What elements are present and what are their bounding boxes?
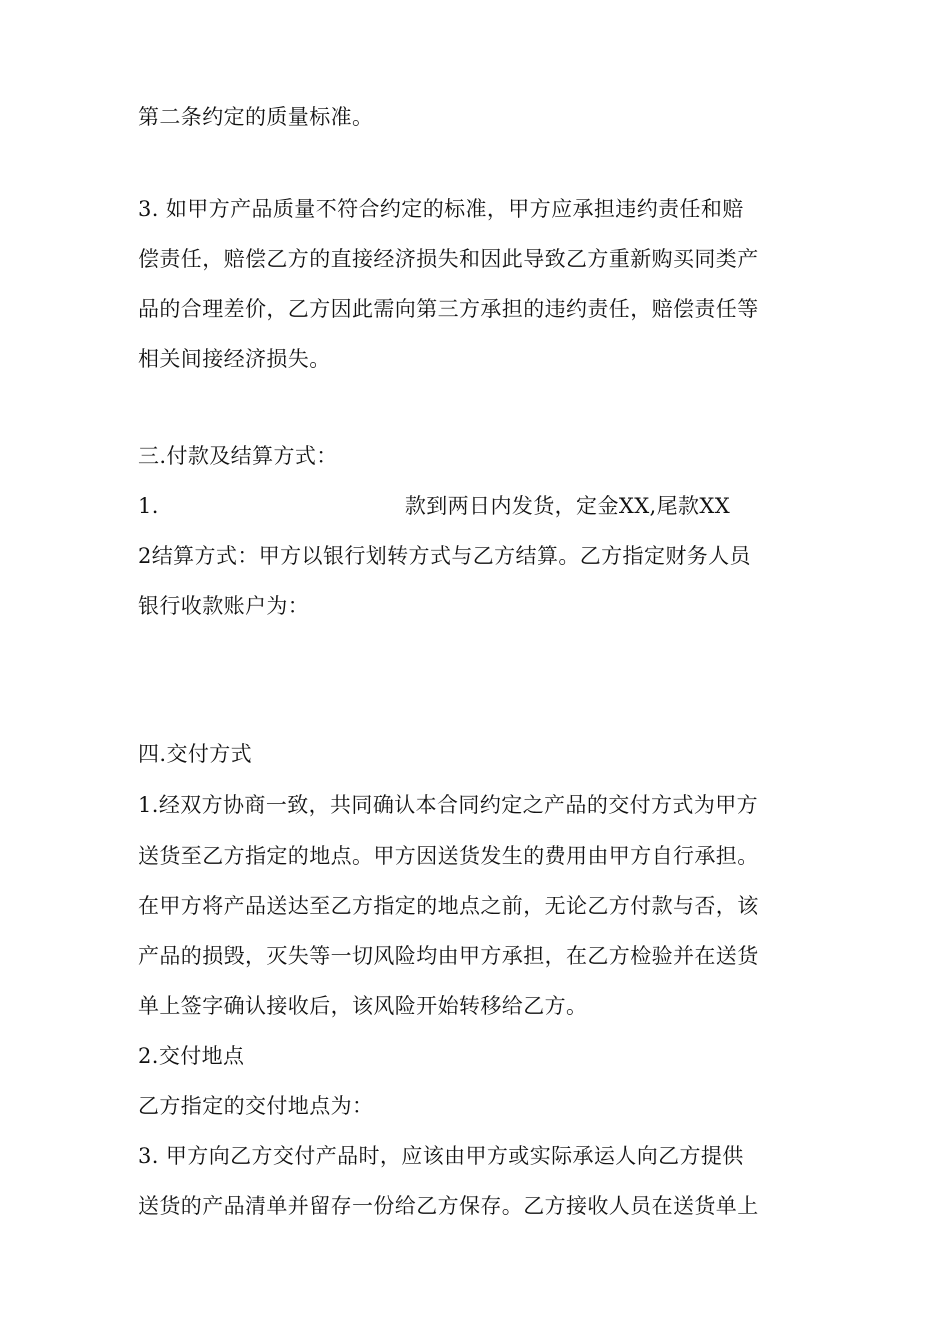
paragraph-line: 偿责任，赔偿乙方的直接经济损失和因此导致乙方重新购买同类产	[138, 247, 759, 271]
paragraph-line: 银行收款账户为：	[138, 594, 310, 618]
item-number: 1.	[138, 494, 159, 518]
delivery-item-1: 1.经双方协商一致，共同确认本合同约定之产品的交付方式为甲方	[138, 793, 759, 817]
paragraph-line: 乙方指定的交付地点为：	[138, 1094, 374, 1118]
section-heading-payment: 三.付款及结算方式：	[138, 444, 338, 468]
section-heading-delivery: 四.交付方式	[138, 742, 253, 766]
paragraph-line: 产品的损毁，灭失等一切风险均由甲方承担，在乙方检验并在送货	[138, 944, 759, 968]
paragraph-line: 在甲方将产品送达至乙方指定的地点之前，无论乙方付款与否，该	[138, 894, 759, 918]
payment-item-1	[138, 493, 730, 519]
paragraph-line: 单上签字确认接收后，该风险开始转移给乙方。	[138, 994, 588, 1018]
delivery-item-3: 3. 甲方向乙方交付产品时，应该由甲方或实际承运人向乙方提供	[138, 1144, 744, 1168]
paragraph-line: 相关间接经济损失。	[138, 347, 331, 371]
payment-terms-text: 款到两日内发货，定金XX,尾款XX	[404, 494, 731, 518]
clause-3-line: 3. 如甲方产品质量不符合约定的标准，甲方应承担违约责任和赔	[138, 197, 744, 221]
payment-item-2: 2结算方式：甲方以银行划转方式与乙方结算。乙方指定财务人员	[138, 544, 751, 568]
delivery-item-2: 2.交付地点	[138, 1044, 245, 1068]
paragraph-line: 送货至乙方指定的地点。甲方因送货发生的费用由甲方自行承担。	[138, 844, 759, 868]
paragraph-line: 品的合理差价，乙方因此需向第三方承担的违约责任，赔偿责任等	[138, 297, 759, 321]
paragraph-line: 送货的产品清单并留存一份给乙方保存。乙方接收人员在送货单上	[138, 1194, 759, 1218]
paragraph-line: 第二条约定的质量标准。	[138, 105, 374, 129]
